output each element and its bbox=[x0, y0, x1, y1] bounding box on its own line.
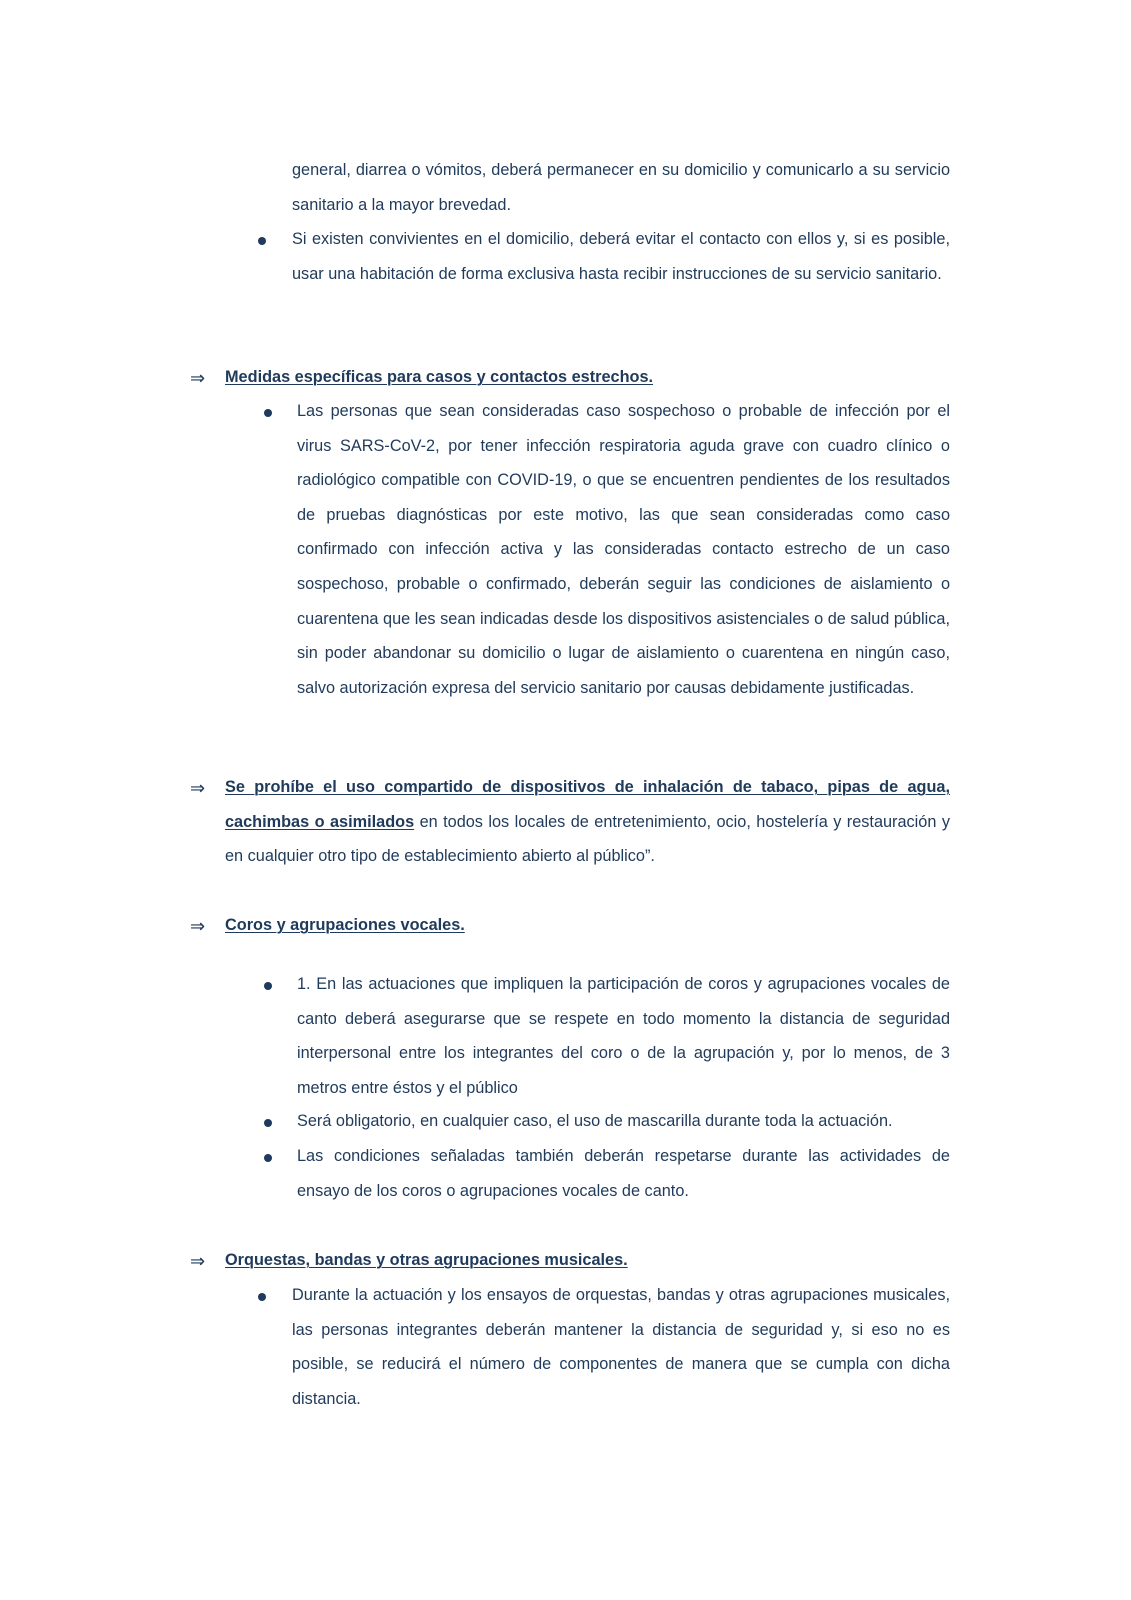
section-title-casos: Medidas específicas para casos y contactos estrechos. bbox=[225, 368, 654, 386]
arrow-icon: ⇒ bbox=[190, 778, 206, 798]
section-title-orquestas: Orquestas, bandas y otras agrupaciones musicales. bbox=[225, 1251, 628, 1269]
orquestas-bullet-text: Durante la actuación y los ensayos de orquestas, bandas y otras agrupaciones musicales, las personas integrantes deberán mantener la distancia de seguridad y, si eso no es posible, se reducirá el número de componentes de manera que se cumpla con dicha distancia. bbox=[292, 1286, 950, 1408]
section-title-coros: Coros y agrupaciones vocales. bbox=[225, 916, 465, 934]
arrow-icon: ⇒ bbox=[190, 1251, 206, 1271]
tabaco-paragraph bbox=[225, 770, 950, 874]
bullet-dot bbox=[264, 1154, 272, 1162]
bullet-dot bbox=[264, 409, 272, 417]
bullet-dot bbox=[258, 237, 266, 245]
bullet-dot bbox=[264, 1119, 272, 1127]
coros-bullet-text-1: 1. En las actuaciones que impliquen la participación de coros y agrupaciones vocales de canto deberá asegurarse que se respete en todo momento la distancia de seguridad interpersonal entre los integrantes del coro o de la agrupación y, por lo menos, de 3 metros entre éstos y el público bbox=[297, 975, 950, 1097]
tabaco-rest: en todos los locales de entretenimiento, ocio, hostelería y restauración y en cualquier otro tipo de establecimiento abierto al público”. bbox=[225, 812, 950, 866]
casos-bullet-text: Las personas que sean consideradas caso sospechoso o probable de infección por el virus SARS-CoV-2, por tener infección respiratoria aguda grave con cuadro clínico o radiológico compatible con COVID-19, o que se encuentren pendientes de los resultados de pruebas diagnósticas por este motivo, las que sean consideradas como caso confirmado con infección activa y las consideradas contacto estrecho de un caso sospechoso, probable o confirmado, deberán seguir las condiciones de aislamiento o cuarentena que les sean indicadas desde los dispositivos asistenciales o de salud pública, sin poder abandonar su domicilio o lugar de aislamiento o cuarentena en ningún caso, salvo autorización expresa del servicio sanitario por causas debidamente justificadas. bbox=[297, 402, 950, 697]
bullet-dot bbox=[264, 982, 272, 990]
intro-continuation: general, diarrea o vómitos, deberá permanecer en su domicilio y comunicarlo a su servicio sanitario a la mayor brevedad. bbox=[292, 161, 950, 214]
tabaco-title: Se prohíbe el uso compartido de dispositivos de inhalación de tabaco, pipas de agua, cachimbas o asimilados bbox=[225, 778, 950, 831]
arrow-icon: ⇒ bbox=[190, 368, 206, 388]
intro-bullet-text: Si existen convivientes en el domicilio, deberá evitar el contacto con ellos y, si es posible, usar una habitación de forma exclusiva hasta recibir instrucciones de su servicio sanitario. bbox=[292, 230, 950, 283]
coros-bullet-text-2: Será obligatorio, en cualquier caso, el uso de mascarilla durante toda la actuación. bbox=[297, 1112, 893, 1130]
arrow-icon: ⇒ bbox=[190, 916, 206, 936]
coros-bullet-text-3: Las condiciones señaladas también deberán respetarse durante las actividades de ensayo de los coros o agrupaciones vocales de canto. bbox=[297, 1147, 950, 1200]
bullet-dot bbox=[258, 1293, 266, 1301]
